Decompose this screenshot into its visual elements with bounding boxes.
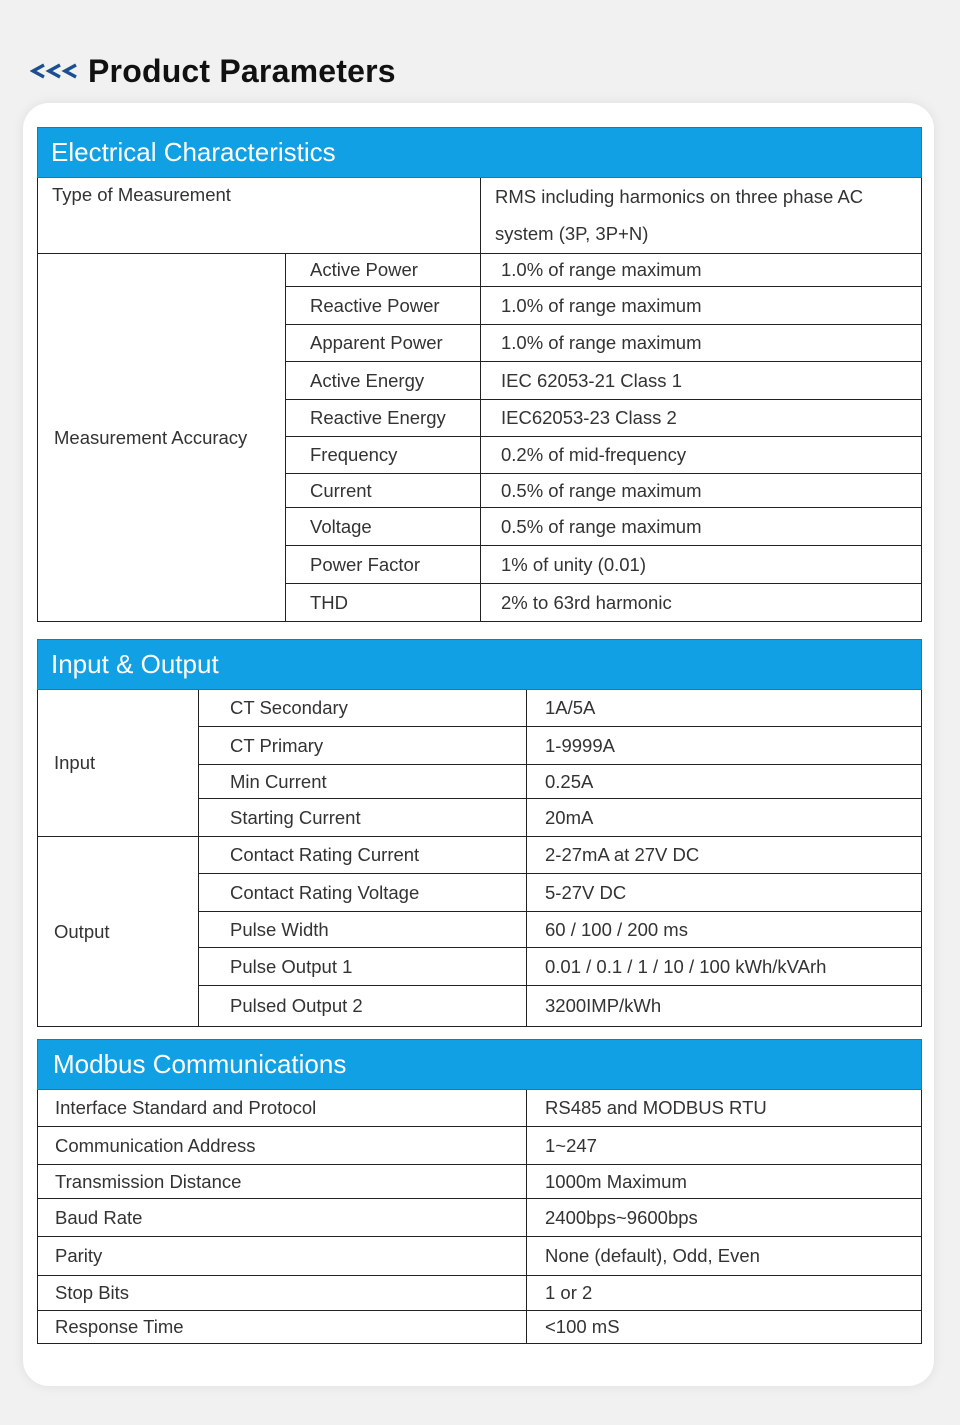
output-value: 2-27mA at 27V DC xyxy=(527,837,922,874)
input-param: Starting Current xyxy=(199,799,527,837)
modbus-value: 1 or 2 xyxy=(527,1276,922,1311)
input-value: 1A/5A xyxy=(527,690,922,727)
modbus-param: Baud Rate xyxy=(38,1199,527,1237)
output-value: 3200IMP/kWh xyxy=(527,986,922,1027)
accuracy-param: Power Factor xyxy=(286,546,481,584)
output-param: Contact Rating Current xyxy=(199,837,527,874)
accuracy-value: 0.2% of mid-frequency xyxy=(481,437,922,474)
accuracy-value: IEC 62053-21 Class 1 xyxy=(481,362,922,400)
accuracy-value: 0.5% of range maximum xyxy=(481,508,922,546)
input-group-label: Input xyxy=(38,690,199,837)
accuracy-param: Current xyxy=(286,474,481,508)
output-value: 0.01 / 0.1 / 1 / 10 / 100 kWh/kVArh xyxy=(527,948,922,986)
measurement-accuracy-label: Measurement Accuracy xyxy=(38,254,286,622)
modbus-param: Interface Standard and Protocol xyxy=(38,1090,527,1127)
modbus-value: 1000m Maximum xyxy=(527,1165,922,1199)
input-param: Min Current xyxy=(199,765,527,799)
page-title-bar xyxy=(30,50,396,92)
output-param: Pulse Width xyxy=(199,912,527,948)
modbus-value: <100 mS xyxy=(527,1311,922,1344)
output-param: Pulse Output 1 xyxy=(199,948,527,986)
output-value: 5-27V DC xyxy=(527,874,922,912)
input-value: 0.25A xyxy=(527,765,922,799)
section-header-electrical: Electrical Characteristics xyxy=(38,128,922,178)
accuracy-value: IEC62053-23 Class 2 xyxy=(481,400,922,437)
accuracy-value: 1.0% of range maximum xyxy=(481,325,922,362)
page-title: Product Parameters xyxy=(88,52,396,89)
modbus-param: Parity xyxy=(38,1237,527,1276)
accuracy-value: 1.0% of range maximum xyxy=(481,254,922,287)
type-of-measurement-value: RMS including harmonics on three phase AC system (3P, 3P+N) xyxy=(481,178,922,254)
electrical-characteristics-table xyxy=(37,127,922,622)
modbus-value: RS485 and MODBUS RTU xyxy=(527,1090,922,1127)
modbus-communications-table xyxy=(37,1039,922,1344)
accuracy-value: 1.0% of range maximum xyxy=(481,287,922,325)
input-param: CT Secondary xyxy=(199,690,527,727)
accuracy-value: 2% to 63rd harmonic xyxy=(481,584,922,622)
input-value: 20mA xyxy=(527,799,922,837)
accuracy-param: Apparent Power xyxy=(286,325,481,362)
accuracy-param: Active Energy xyxy=(286,362,481,400)
accuracy-param: Reactive Energy xyxy=(286,400,481,437)
accuracy-value: 0.5% of range maximum xyxy=(481,474,922,508)
modbus-param: Response Time xyxy=(38,1311,527,1344)
modbus-value: 2400bps~9600bps xyxy=(527,1199,922,1237)
output-param: Pulsed Output 2 xyxy=(199,986,527,1027)
modbus-param: Transmission Distance xyxy=(38,1165,527,1199)
modbus-value: 1~247 xyxy=(527,1127,922,1165)
triple-chevron-left-icon xyxy=(30,60,82,82)
modbus-param: Stop Bits xyxy=(38,1276,527,1311)
input-value: 1-9999A xyxy=(527,727,922,765)
modbus-value: None (default), Odd, Even xyxy=(527,1237,922,1276)
accuracy-param: Reactive Power xyxy=(286,287,481,325)
output-param: Contact Rating Voltage xyxy=(199,874,527,912)
accuracy-param: THD xyxy=(286,584,481,622)
input-output-table xyxy=(37,639,922,1027)
section-header-input-output: Input & Output xyxy=(38,640,922,690)
accuracy-value: 1% of unity (0.01) xyxy=(481,546,922,584)
section-header-modbus: Modbus Communications xyxy=(38,1040,922,1090)
output-group-label: Output xyxy=(38,837,199,1027)
type-of-measurement-label: Type of Measurement xyxy=(38,178,481,254)
accuracy-param: Active Power xyxy=(286,254,481,287)
modbus-param: Communication Address xyxy=(38,1127,527,1165)
accuracy-param: Voltage xyxy=(286,508,481,546)
accuracy-param: Frequency xyxy=(286,437,481,474)
input-param: CT Primary xyxy=(199,727,527,765)
output-value: 60 / 100 / 200 ms xyxy=(527,912,922,948)
